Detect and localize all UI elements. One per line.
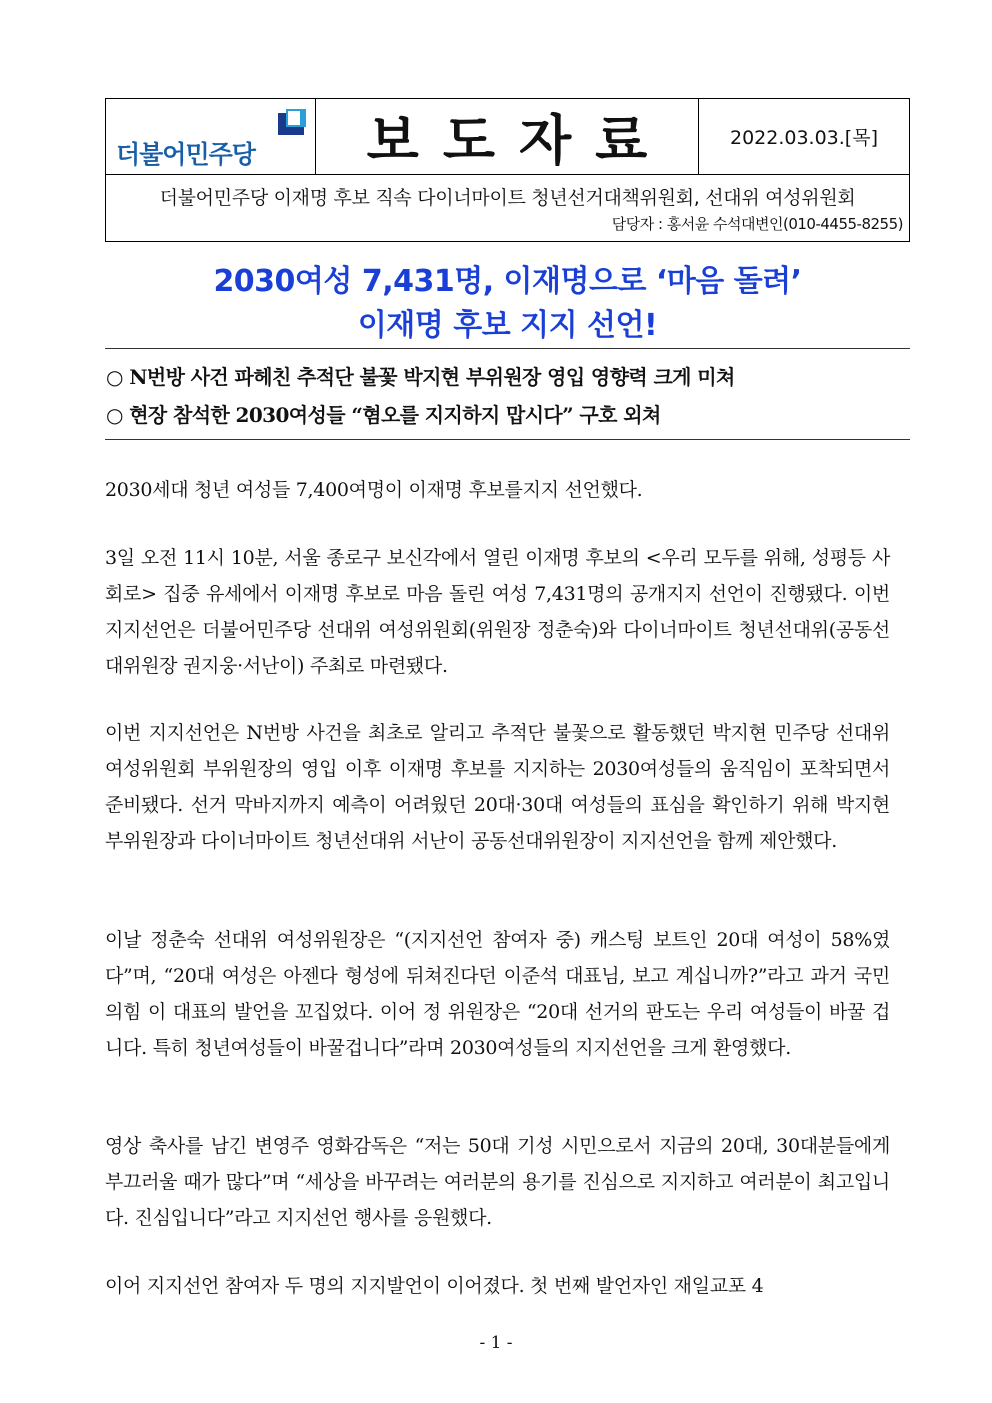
logo-cell bbox=[106, 99, 316, 174]
body-paragraph-3: 이번 지지선언은 N번방 사건을 최초로 알리고 추적단 불꽃으로 활동했던 박지현 민주당 선대위 여성위원회 부위원장의 영입 이후 이재명 후보를 지지하는 2030여성들의 움직임이 포착되면서 준비됐다. 선거 막바지까지 예측이 어려웠던 20대·30대 여성들의 표심을 확인하기 위해 박지현 부위원장과 다이너마이트 청년선대위 서난이 공동선대위원장이 지지선언을 함께 제안했다. bbox=[105, 722, 890, 852]
header-bottom-row bbox=[106, 175, 909, 241]
release-date: 2022.03.03.[목] bbox=[729, 127, 878, 149]
body-paragraph-5: 영상 축사를 남긴 변영주 영화감독은 “저는 50대 기성 시민으로서 지금의 20대, 30대분들에게 부끄러울 때가 많다”며 “세상을 바꾸려는 여러분의 용기를 진심으로 지지하고 여러분이 최고입니다. 진심입니다”라고 지지선언 행사를 응원했다. bbox=[105, 1135, 890, 1229]
headline-line-1: 2030여성 7,431명, 이재명으로 ‘마음 돌려’ bbox=[213, 264, 802, 299]
title-cell bbox=[316, 99, 699, 174]
headline-line-2: 이재명 후보 지지 선언! bbox=[357, 308, 658, 343]
party-logo-icon bbox=[276, 109, 310, 139]
date-cell bbox=[699, 99, 909, 174]
sub-headline-1: ○ N번방 사건 파헤친 추적단 불꽃 박지현 부위원장 영입 영향력 크게 미쳐 bbox=[106, 365, 735, 389]
sub-headline-2: ○ 현장 참석한 2030여성들 “혐오를 지지하지 맙시다” 구호 외쳐 bbox=[106, 403, 661, 427]
contact-line: 담당자 : 홍서윤 수석대변인(010-4455-8255) bbox=[611, 215, 903, 233]
divider-top bbox=[105, 348, 910, 349]
body-paragraph-4: 이날 정춘숙 선대위 여성위원장은 “(지지선언 참여자 중) 캐스팅 보트인 20대 여성이 58%였다”며, “20대 여성은 아젠다 형성에 뒤쳐진다던 이준석 대표님, 보고 계십니까?”라고 과거 국민의힘 이 대표의 발언을 꼬집었다. 이어 정 위원장은 “20대 선거의 판도는 우리 여성들이 바꿀 겁니다. 특히 청년여성들이 바꿀겁니다”라며 2030여성들의 지지선언을 크게 환영했다. bbox=[105, 929, 890, 1059]
divider-bottom bbox=[105, 439, 910, 440]
document-title: 보도자료 bbox=[366, 109, 672, 172]
organization-line: 더불어민주당 이재명 후보 직속 다이너마이트 청년선거대책위원회, 선대위 여성위원회 bbox=[159, 187, 856, 209]
page-number: - 1 - bbox=[479, 1333, 513, 1353]
logo-text: 더불어민주당 bbox=[116, 140, 255, 169]
body-paragraph-2: 3일 오전 11시 10분, 서울 종로구 보신각에서 열린 이재명 후보의 <우리 모두를 위해, 성평등 사회로> 집중 유세에서 이재명 후보로 마음 돌린 여성 7,431명의 공개지지 선언이 진행됐다. 이번 지지선언은 더불어민주당 선대위 여성위원회(위원장 정춘숙)와 다이너마이트 청년선대위(공동선대위원장 권지웅·서난이) 주최로 마련됐다. bbox=[105, 547, 890, 677]
press-release-header bbox=[105, 98, 910, 242]
body-paragraph-6: 이어 지지선언 참여자 두 명의 지지발언이 이어졌다. 첫 번째 발언자인 재일교포 4 bbox=[105, 1275, 764, 1297]
body-paragraph-1: 2030세대 청년 여성들 7,400여명이 이재명 후보를지지 선언했다. bbox=[105, 479, 643, 501]
header-top-row bbox=[106, 99, 909, 175]
